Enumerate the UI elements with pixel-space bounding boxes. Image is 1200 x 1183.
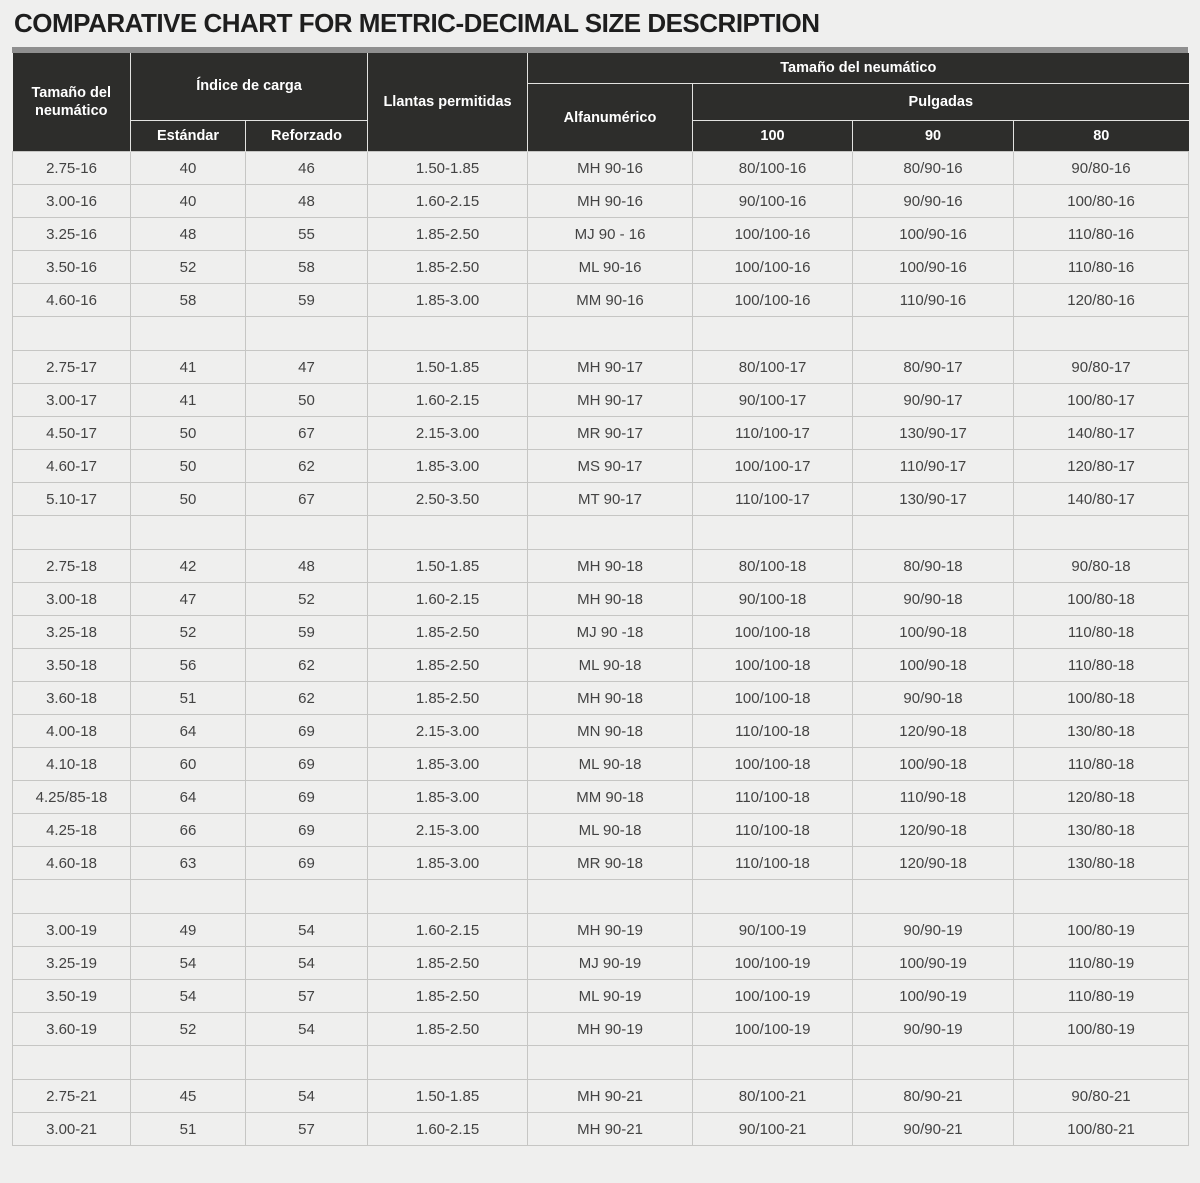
cell-inches-80: 130/80-18 (1014, 847, 1189, 880)
cell-rims: 1.85-2.50 (368, 980, 528, 1013)
cell-rims: 1.85-3.00 (368, 781, 528, 814)
cell-inches-100: 80/100-18 (693, 550, 853, 583)
cell-alphanumeric: ML 90-18 (528, 748, 693, 781)
cell-alphanumeric: MH 90-18 (528, 550, 693, 583)
cell-alphanumeric: MJ 90 -18 (528, 616, 693, 649)
spacer-cell (131, 317, 246, 351)
cell-inches-90: 100/90-18 (853, 616, 1014, 649)
cell-reinforced: 54 (246, 914, 368, 947)
cell-reinforced: 58 (246, 251, 368, 284)
cell-rims: 1.60-2.15 (368, 384, 528, 417)
spacer-cell (13, 516, 131, 550)
cell-inches-90: 90/90-16 (853, 185, 1014, 218)
cell-inches-90: 100/90-19 (853, 947, 1014, 980)
cell-inches-90: 100/90-16 (853, 251, 1014, 284)
cell-reinforced: 62 (246, 649, 368, 682)
spacer-cell (528, 1046, 693, 1080)
cell-alphanumeric: MN 90-18 (528, 715, 693, 748)
cell-tire-size: 4.25/85-18 (13, 781, 131, 814)
cell-rims: 2.15-3.00 (368, 715, 528, 748)
cell-rims: 1.85-3.00 (368, 847, 528, 880)
cell-inches-100: 110/100-18 (693, 814, 853, 847)
cell-inches-90: 80/90-18 (853, 550, 1014, 583)
cell-tire-size: 3.60-19 (13, 1013, 131, 1046)
cell-tire-size: 4.25-18 (13, 814, 131, 847)
cell-standard: 64 (131, 715, 246, 748)
table-row (13, 1113, 1189, 1146)
cell-rims: 1.85-3.00 (368, 284, 528, 317)
cell-alphanumeric: MH 90-19 (528, 1013, 693, 1046)
cell-standard: 66 (131, 814, 246, 847)
cell-alphanumeric: MJ 90 - 16 (528, 218, 693, 251)
table-row (13, 351, 1189, 384)
cell-inches-90: 110/90-16 (853, 284, 1014, 317)
cell-inches-80: 90/80-17 (1014, 351, 1189, 384)
cell-rims: 2.15-3.00 (368, 417, 528, 450)
table-row (13, 682, 1189, 715)
cell-inches-80: 110/80-16 (1014, 251, 1189, 284)
cell-reinforced: 69 (246, 847, 368, 880)
table-row (13, 947, 1189, 980)
spacer-cell (368, 1046, 528, 1080)
cell-reinforced: 57 (246, 1113, 368, 1146)
cell-reinforced: 47 (246, 351, 368, 384)
spacer-cell (1014, 880, 1189, 914)
comparison-table (12, 53, 1189, 1147)
cell-standard: 63 (131, 847, 246, 880)
spacer-cell (1014, 516, 1189, 550)
cell-standard: 54 (131, 947, 246, 980)
table-row (13, 450, 1189, 483)
cell-inches-80: 90/80-18 (1014, 550, 1189, 583)
cell-inches-80: 120/80-18 (1014, 781, 1189, 814)
spacer-cell (13, 1046, 131, 1080)
spacer-cell (693, 1046, 853, 1080)
cell-inches-80: 100/80-19 (1014, 914, 1189, 947)
cell-standard: 54 (131, 980, 246, 1013)
cell-tire-size: 3.00-21 (13, 1113, 131, 1146)
cell-reinforced: 46 (246, 152, 368, 185)
cell-inches-100: 80/100-21 (693, 1080, 853, 1113)
cell-inches-100: 100/100-19 (693, 947, 853, 980)
table-row (13, 284, 1189, 317)
cell-inches-100: 100/100-19 (693, 1013, 853, 1046)
cell-inches-100: 110/100-18 (693, 847, 853, 880)
cell-reinforced: 69 (246, 781, 368, 814)
cell-inches-80: 140/80-17 (1014, 483, 1189, 516)
table-row (13, 649, 1189, 682)
cell-alphanumeric: MH 90-16 (528, 185, 693, 218)
spacer-cell (368, 516, 528, 550)
spacer-cell (853, 880, 1014, 914)
cell-alphanumeric: MH 90-21 (528, 1080, 693, 1113)
cell-inches-90: 90/90-19 (853, 914, 1014, 947)
cell-standard: 56 (131, 649, 246, 682)
cell-standard: 58 (131, 284, 246, 317)
cell-tire-size: 2.75-17 (13, 351, 131, 384)
spacer-cell (853, 516, 1014, 550)
spacer-cell (853, 1046, 1014, 1080)
spacer-cell (368, 317, 528, 351)
cell-reinforced: 52 (246, 583, 368, 616)
cell-reinforced: 59 (246, 616, 368, 649)
cell-alphanumeric: MS 90-17 (528, 450, 693, 483)
cell-inches-100: 100/100-18 (693, 748, 853, 781)
cell-standard: 64 (131, 781, 246, 814)
cell-alphanumeric: MT 90-17 (528, 483, 693, 516)
cell-reinforced: 54 (246, 947, 368, 980)
table-body (13, 152, 1189, 1146)
cell-alphanumeric: MH 90-17 (528, 384, 693, 417)
header-load-index: Índice de carga (131, 53, 368, 121)
cell-standard: 42 (131, 550, 246, 583)
cell-tire-size: 4.60-16 (13, 284, 131, 317)
cell-inches-100: 100/100-18 (693, 616, 853, 649)
cell-rims: 1.85-2.50 (368, 947, 528, 980)
cell-inches-100: 80/100-16 (693, 152, 853, 185)
cell-tire-size: 3.00-16 (13, 185, 131, 218)
cell-inches-100: 100/100-17 (693, 450, 853, 483)
cell-rims: 1.85-2.50 (368, 251, 528, 284)
cell-tire-size: 3.25-19 (13, 947, 131, 980)
cell-tire-size: 4.60-17 (13, 450, 131, 483)
cell-tire-size: 4.10-18 (13, 748, 131, 781)
cell-inches-100: 100/100-16 (693, 284, 853, 317)
cell-alphanumeric: MR 90-18 (528, 847, 693, 880)
spacer-row (13, 880, 1189, 914)
table-row (13, 251, 1189, 284)
cell-reinforced: 69 (246, 814, 368, 847)
cell-standard: 52 (131, 1013, 246, 1046)
cell-alphanumeric: MH 90-18 (528, 682, 693, 715)
cell-standard: 52 (131, 251, 246, 284)
table-row (13, 152, 1189, 185)
cell-inches-100: 90/100-16 (693, 185, 853, 218)
table-row (13, 417, 1189, 450)
table-row (13, 914, 1189, 947)
cell-reinforced: 62 (246, 682, 368, 715)
table-row (13, 483, 1189, 516)
header-inches-100: 100 (693, 121, 853, 152)
cell-inches-90: 120/90-18 (853, 715, 1014, 748)
table-row (13, 583, 1189, 616)
table-header (13, 53, 1189, 152)
header-inches-80: 80 (1014, 121, 1189, 152)
cell-rims: 2.15-3.00 (368, 814, 528, 847)
spacer-cell (246, 317, 368, 351)
cell-inches-100: 110/100-17 (693, 417, 853, 450)
spacer-cell (246, 880, 368, 914)
table-row (13, 814, 1189, 847)
table-row (13, 1013, 1189, 1046)
cell-reinforced: 48 (246, 550, 368, 583)
cell-rims: 1.60-2.15 (368, 914, 528, 947)
cell-inches-80: 100/80-16 (1014, 185, 1189, 218)
cell-tire-size: 3.60-18 (13, 682, 131, 715)
cell-inches-100: 90/100-17 (693, 384, 853, 417)
cell-rims: 1.85-2.50 (368, 1013, 528, 1046)
header-tire-size-left: Tamaño del neumático (13, 53, 131, 152)
cell-reinforced: 69 (246, 715, 368, 748)
cell-inches-80: 110/80-16 (1014, 218, 1189, 251)
cell-inches-80: 130/80-18 (1014, 715, 1189, 748)
cell-rims: 1.50-1.85 (368, 550, 528, 583)
spacer-cell (131, 516, 246, 550)
spacer-cell (131, 1046, 246, 1080)
cell-inches-90: 100/90-18 (853, 748, 1014, 781)
cell-standard: 41 (131, 384, 246, 417)
table-row (13, 748, 1189, 781)
cell-inches-90: 110/90-18 (853, 781, 1014, 814)
cell-inches-90: 120/90-18 (853, 814, 1014, 847)
cell-tire-size: 2.75-21 (13, 1080, 131, 1113)
cell-standard: 50 (131, 450, 246, 483)
cell-alphanumeric: MH 90-21 (528, 1113, 693, 1146)
header-inches-90: 90 (853, 121, 1014, 152)
cell-standard: 48 (131, 218, 246, 251)
cell-tire-size: 4.50-17 (13, 417, 131, 450)
cell-inches-100: 100/100-19 (693, 980, 853, 1013)
spacer-cell (528, 516, 693, 550)
cell-tire-size: 3.50-16 (13, 251, 131, 284)
table-row (13, 384, 1189, 417)
cell-alphanumeric: ML 90-18 (528, 814, 693, 847)
cell-inches-80: 120/80-17 (1014, 450, 1189, 483)
cell-alphanumeric: MH 90-17 (528, 351, 693, 384)
spacer-cell (13, 880, 131, 914)
cell-standard: 41 (131, 351, 246, 384)
cell-inches-90: 100/90-19 (853, 980, 1014, 1013)
cell-inches-90: 100/90-16 (853, 218, 1014, 251)
cell-standard: 47 (131, 583, 246, 616)
cell-inches-100: 100/100-16 (693, 251, 853, 284)
cell-inches-100: 80/100-17 (693, 351, 853, 384)
cell-tire-size: 2.75-18 (13, 550, 131, 583)
cell-rims: 1.85-2.50 (368, 682, 528, 715)
cell-tire-size: 2.75-16 (13, 152, 131, 185)
spacer-cell (13, 317, 131, 351)
cell-inches-80: 140/80-17 (1014, 417, 1189, 450)
cell-rims: 1.60-2.15 (368, 185, 528, 218)
cell-rims: 1.50-1.85 (368, 1080, 528, 1113)
table-row (13, 781, 1189, 814)
cell-inches-80: 100/80-18 (1014, 682, 1189, 715)
cell-inches-100: 110/100-17 (693, 483, 853, 516)
cell-alphanumeric: ML 90-18 (528, 649, 693, 682)
cell-inches-90: 90/90-18 (853, 682, 1014, 715)
cell-alphanumeric: MH 90-16 (528, 152, 693, 185)
cell-standard: 50 (131, 417, 246, 450)
table-row (13, 218, 1189, 251)
cell-reinforced: 55 (246, 218, 368, 251)
cell-rims: 1.60-2.15 (368, 583, 528, 616)
spacer-cell (368, 880, 528, 914)
cell-inches-90: 110/90-17 (853, 450, 1014, 483)
cell-inches-90: 80/90-21 (853, 1080, 1014, 1113)
cell-reinforced: 69 (246, 748, 368, 781)
cell-tire-size: 4.60-18 (13, 847, 131, 880)
cell-inches-80: 110/80-19 (1014, 947, 1189, 980)
cell-reinforced: 59 (246, 284, 368, 317)
cell-standard: 40 (131, 152, 246, 185)
cell-inches-100: 90/100-19 (693, 914, 853, 947)
cell-alphanumeric: MH 90-18 (528, 583, 693, 616)
cell-reinforced: 54 (246, 1080, 368, 1113)
cell-rims: 1.85-3.00 (368, 450, 528, 483)
cell-inches-90: 80/90-17 (853, 351, 1014, 384)
cell-tire-size: 3.00-18 (13, 583, 131, 616)
spacer-row (13, 317, 1189, 351)
spacer-cell (131, 880, 246, 914)
cell-standard: 50 (131, 483, 246, 516)
cell-alphanumeric: MH 90-19 (528, 914, 693, 947)
cell-reinforced: 57 (246, 980, 368, 1013)
cell-inches-80: 100/80-18 (1014, 583, 1189, 616)
header-alphanumeric: Alfanumérico (528, 84, 693, 152)
cell-inches-80: 110/80-18 (1014, 748, 1189, 781)
cell-tire-size: 3.00-19 (13, 914, 131, 947)
cell-tire-size: 3.50-19 (13, 980, 131, 1013)
cell-inches-90: 90/90-19 (853, 1013, 1014, 1046)
cell-inches-90: 100/90-18 (853, 649, 1014, 682)
spacer-cell (246, 516, 368, 550)
cell-rims: 1.85-2.50 (368, 649, 528, 682)
header-standard: Estándar (131, 121, 246, 152)
cell-standard: 51 (131, 1113, 246, 1146)
cell-inches-80: 120/80-16 (1014, 284, 1189, 317)
cell-alphanumeric: MJ 90-19 (528, 947, 693, 980)
cell-tire-size: 3.25-18 (13, 616, 131, 649)
cell-reinforced: 67 (246, 417, 368, 450)
table-row (13, 616, 1189, 649)
cell-tire-size: 3.50-18 (13, 649, 131, 682)
cell-inches-80: 130/80-18 (1014, 814, 1189, 847)
cell-inches-90: 130/90-17 (853, 483, 1014, 516)
cell-rims: 1.85-2.50 (368, 218, 528, 251)
cell-reinforced: 50 (246, 384, 368, 417)
spacer-cell (1014, 317, 1189, 351)
cell-inches-90: 90/90-21 (853, 1113, 1014, 1146)
cell-standard: 49 (131, 914, 246, 947)
table-row (13, 847, 1189, 880)
cell-inches-80: 110/80-18 (1014, 649, 1189, 682)
cell-inches-80: 110/80-18 (1014, 616, 1189, 649)
cell-standard: 45 (131, 1080, 246, 1113)
table-row (13, 715, 1189, 748)
cell-inches-80: 100/80-21 (1014, 1113, 1189, 1146)
cell-inches-90: 130/90-17 (853, 417, 1014, 450)
cell-inches-80: 90/80-21 (1014, 1080, 1189, 1113)
cell-tire-size: 5.10-17 (13, 483, 131, 516)
cell-inches-80: 90/80-16 (1014, 152, 1189, 185)
cell-inches-100: 100/100-18 (693, 682, 853, 715)
table-row (13, 550, 1189, 583)
cell-inches-90: 120/90-18 (853, 847, 1014, 880)
spacer-cell (528, 317, 693, 351)
spacer-cell (246, 1046, 368, 1080)
spacer-row (13, 516, 1189, 550)
cell-inches-90: 90/90-18 (853, 583, 1014, 616)
table-row (13, 185, 1189, 218)
cell-inches-100: 100/100-16 (693, 218, 853, 251)
cell-standard: 52 (131, 616, 246, 649)
cell-rims: 1.50-1.85 (368, 351, 528, 384)
cell-reinforced: 67 (246, 483, 368, 516)
spacer-cell (528, 880, 693, 914)
cell-standard: 40 (131, 185, 246, 218)
header-rims-allowed: Llantas permitidas (368, 53, 528, 152)
cell-tire-size: 3.00-17 (13, 384, 131, 417)
spacer-cell (853, 317, 1014, 351)
cell-alphanumeric: ML 90-19 (528, 980, 693, 1013)
cell-inches-80: 100/80-17 (1014, 384, 1189, 417)
cell-inches-100: 100/100-18 (693, 649, 853, 682)
header-tire-size-right: Tamaño del neumático (528, 53, 1189, 84)
cell-tire-size: 4.00-18 (13, 715, 131, 748)
cell-inches-100: 110/100-18 (693, 715, 853, 748)
table-row (13, 980, 1189, 1013)
cell-standard: 51 (131, 682, 246, 715)
cell-reinforced: 54 (246, 1013, 368, 1046)
cell-reinforced: 62 (246, 450, 368, 483)
spacer-cell (1014, 1046, 1189, 1080)
header-reinforced: Reforzado (246, 121, 368, 152)
cell-inches-90: 80/90-16 (853, 152, 1014, 185)
cell-alphanumeric: MM 90-18 (528, 781, 693, 814)
spacer-cell (693, 317, 853, 351)
cell-tire-size: 3.25-16 (13, 218, 131, 251)
cell-rims: 1.50-1.85 (368, 152, 528, 185)
spacer-row (13, 1046, 1189, 1080)
cell-rims: 1.85-3.00 (368, 748, 528, 781)
cell-inches-80: 110/80-19 (1014, 980, 1189, 1013)
cell-reinforced: 48 (246, 185, 368, 218)
spacer-cell (693, 516, 853, 550)
cell-inches-100: 110/100-18 (693, 781, 853, 814)
page-title: COMPARATIVE CHART FOR METRIC-DECIMAL SIZE DESCRIPTION (14, 8, 820, 38)
cell-inches-90: 90/90-17 (853, 384, 1014, 417)
table-row (13, 1080, 1189, 1113)
cell-alphanumeric: MM 90-16 (528, 284, 693, 317)
cell-rims: 2.50-3.50 (368, 483, 528, 516)
spacer-cell (693, 880, 853, 914)
cell-inches-80: 100/80-19 (1014, 1013, 1189, 1046)
cell-alphanumeric: ML 90-16 (528, 251, 693, 284)
cell-inches-100: 90/100-21 (693, 1113, 853, 1146)
cell-inches-100: 90/100-18 (693, 583, 853, 616)
cell-alphanumeric: MR 90-17 (528, 417, 693, 450)
header-inches: Pulgadas (693, 84, 1189, 121)
cell-standard: 60 (131, 748, 246, 781)
cell-rims: 1.60-2.15 (368, 1113, 528, 1146)
cell-rims: 1.85-2.50 (368, 616, 528, 649)
